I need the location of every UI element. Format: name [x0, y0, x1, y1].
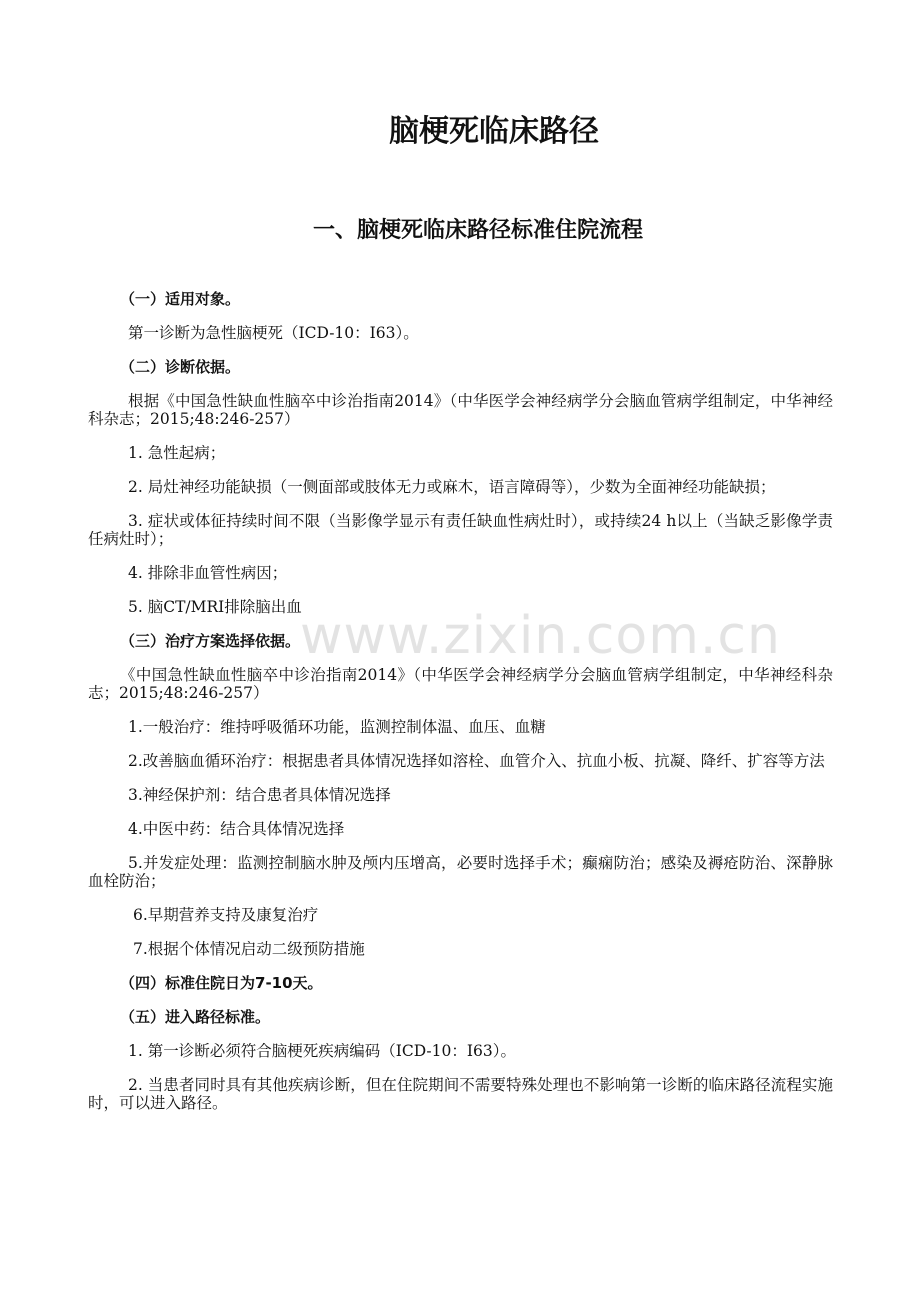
paragraph: 1. 第一诊断必须符合脑梗死疾病编码（ICD-10：I63）。	[128, 1042, 516, 1060]
paragraph: 第一诊断为急性脑梗死（ICD-10：I63）。	[128, 324, 419, 342]
section-heading: （五）进入路径标准。	[120, 1008, 271, 1026]
paragraph: 2.改善脑血循环治疗：根据患者具体情况选择如溶栓、血管介入、抗血小板、抗凝、降纤、扩容等方法	[128, 752, 825, 770]
section-heading: （四）标准住院日为7-10天。	[120, 974, 323, 992]
paragraph: 4.中医中药：结合具体情况选择	[128, 820, 345, 838]
paragraph: 2. 当患者同时具有其他疾病诊断，但在住院期间不需要特殊处理也不影响第一诊断的临床路径流程实施时，可以进入路径。	[88, 1076, 833, 1112]
paragraph: 2. 局灶神经功能缺损（一侧面部或肢体无力或麻木，语言障碍等），少数为全面神经功能缺损；	[128, 478, 776, 496]
paragraph: 3. 症状或体征持续时间不限（当影像学显示有责任缺血性病灶时），或持续24 h以上（当缺乏影像学责任病灶时）；	[88, 512, 833, 548]
paragraph: 根据《中国急性缺血性脑卒中诊治指南2014》（中华医学会神经病学分会脑血管病学组制定，中华神经科杂志；2015;48:246-257）	[88, 392, 833, 428]
paragraph: 3.神经保护剂：结合患者具体情况选择	[128, 786, 391, 804]
paragraph: 5. 脑CT/MRI排除脑出血	[128, 598, 302, 616]
paragraph: 6.早期营养支持及康复治疗	[133, 906, 319, 924]
section-title: 一、脑梗死临床路径标准住院流程	[312, 217, 643, 243]
watermark: www.zixin.com.cn	[300, 606, 781, 666]
page-title: 脑梗死临床路径	[389, 114, 599, 149]
paragraph: 5.并发症处理：监测控制脑水肿及颅内压增高，必要时选择手术；癫痫防治；感染及褥疮防治、深静脉血栓防治；	[88, 854, 833, 890]
paragraph: 4. 排除非血管性病因；	[128, 564, 288, 582]
paragraph: 7.根据个体情况启动二级预防措施	[133, 940, 365, 958]
section-heading: （三）治疗方案选择依据。	[120, 632, 301, 650]
paragraph: 1. 急性起病；	[128, 444, 226, 462]
section-heading: （二）诊断依据。	[120, 358, 241, 376]
paragraph: 1.一般治疗：维持呼吸循环功能，监测控制体温、血压、血糖	[128, 718, 546, 736]
paragraph: 《中国急性缺血性脑卒中诊治指南2014》（中华医学会神经病学分会脑血管病学组制定，中华神经科杂志；2015;48:246-257）	[88, 666, 833, 702]
section-heading: （一）适用对象。	[120, 290, 241, 308]
document-body	[88, 290, 833, 1112]
